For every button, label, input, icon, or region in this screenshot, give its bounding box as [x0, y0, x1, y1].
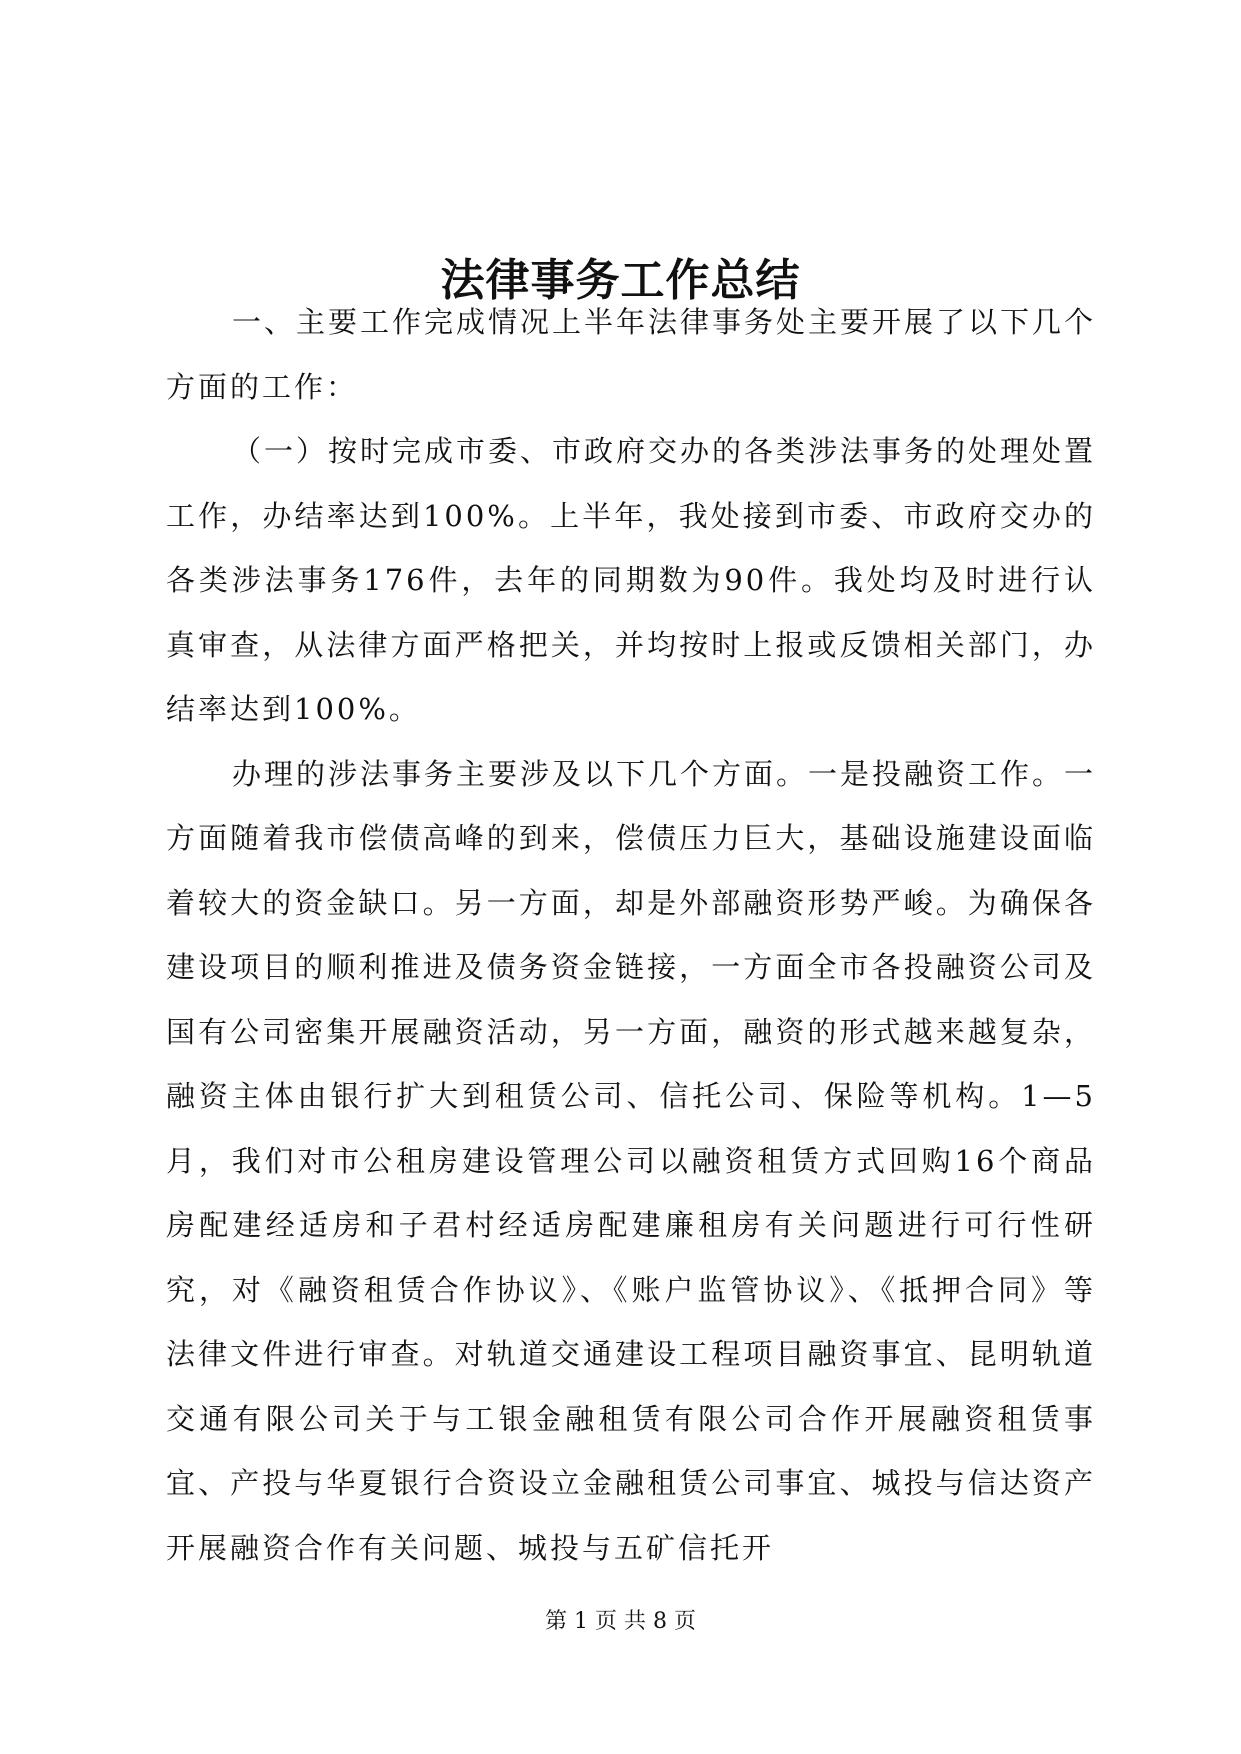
page-footer: 第 1 页 共 8 页	[545, 1609, 696, 1634]
document-title: 法律事务工作总结	[440, 255, 801, 307]
paragraph-intro: 一、主要工作完成情况上半年法律事务处主要开展了以下几个方面的工作：	[166, 305, 1097, 404]
document-body	[166, 290, 1096, 1580]
paragraph-legal-matters: 办理的涉法事务主要涉及以下几个方面。一是投融资工作。一方面随着我市偿债高峰的到来，偿债压力巨大，基础设施建设面临着较大的资金缺口。另一方面，却是外部融资形势严峻。为确保各建设项目的顺利推进及债务资金链接，一方面全市各投融资公司及国有公司密集开展融资活动，另一方面，融资的形式越来越复杂，融资主体由银行扩大到租赁公司、信托公司、保险等机构。1—5月，我们对市公租房建设管理公司以融资租赁方式回购16个商品房配建经适房和子君村经适房配建廉租房有关问题进行可行性研究，对《融资租赁合作协议》、《账户监管协议》、《抵押合同》等法律文件进行审查。对轨道交通建设工程项目融资事宜、昆明轨道交通有限公司关于与工银金融租赁有限公司合作开展融资租赁事宜、产投与华夏银行合资设立金融租赁公司事宜、城投与信达资产开展融资合作有关问题、城投与五矿信托开	[166, 756, 1097, 1565]
paragraph-section-one: （一）按时完成市委、市政府交办的各类涉法事务的处理处置工作，办结率达到100%。上半年，我处接到市委、市政府交办的各类涉法事务176件，去年的同期数为90件。我处均及时进行认真审查，从法律方面严格把关，并均按时上报或反馈相关部门，办结率达到100%。	[166, 434, 1097, 726]
